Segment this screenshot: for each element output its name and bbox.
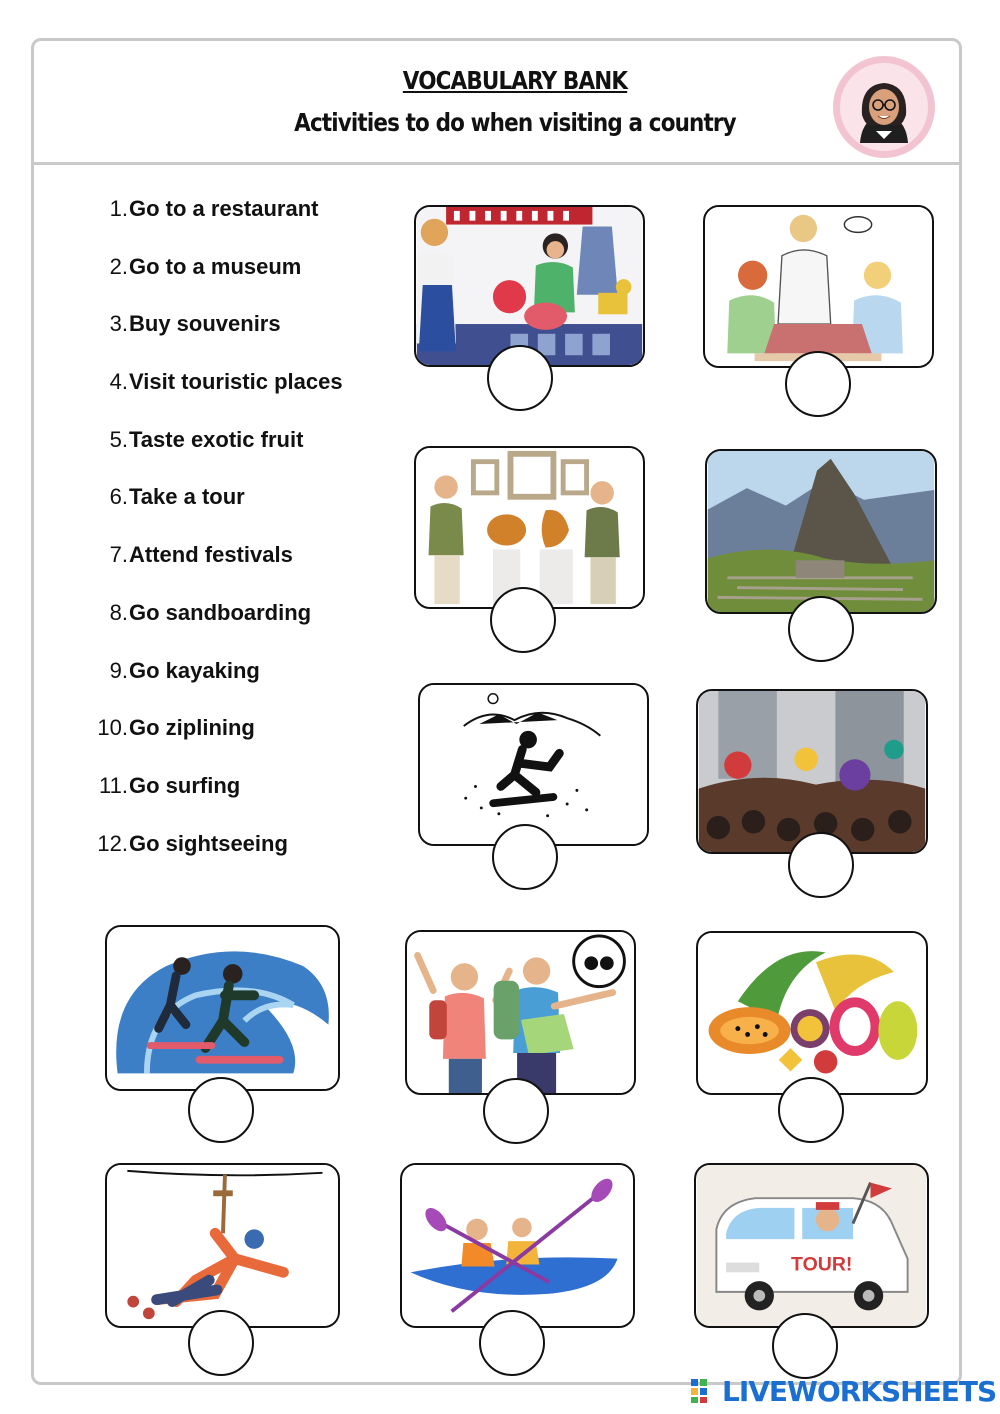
item-number: 10. <box>97 715 128 741</box>
answer-circle[interactable] <box>490 587 556 653</box>
item-label: Taste exotic fruit <box>129 426 304 452</box>
answer-circle[interactable] <box>788 832 854 898</box>
item-label: Take a tour <box>129 484 245 510</box>
festival-picture-card <box>696 689 928 854</box>
item-number: 8. <box>109 599 128 625</box>
vocabulary-list <box>80 196 400 888</box>
liveworksheets-logo-icon <box>690 1378 716 1404</box>
restaurant-picture-icon <box>705 207 932 366</box>
sightseeing-picture-card <box>405 930 636 1095</box>
surfing-picture-icon <box>107 927 338 1089</box>
list-item <box>80 600 400 658</box>
sandboarding-picture-icon <box>420 685 647 844</box>
exotic-fruit-picture-icon <box>698 933 926 1093</box>
tour-picture-card <box>694 1163 929 1328</box>
list-item <box>80 427 400 485</box>
festival-picture-icon <box>698 691 926 852</box>
brand-text: LIVEWORKSHEETS <box>722 1374 997 1408</box>
item-label: Go to a restaurant <box>129 196 319 221</box>
item-number: 5. <box>109 426 128 452</box>
teacher-avatar-icon <box>832 55 936 159</box>
answer-circle[interactable] <box>188 1310 254 1376</box>
sightseeing-picture-icon <box>407 932 634 1093</box>
answer-circle[interactable] <box>483 1078 549 1144</box>
item-number: 1. <box>109 196 128 221</box>
answer-circle[interactable] <box>492 824 558 890</box>
item-label: Go sandboarding <box>129 599 312 625</box>
touristic-place-picture-card <box>705 449 937 614</box>
museum-picture-icon <box>416 448 643 607</box>
item-number: 3. <box>109 311 128 337</box>
kayaking-picture-card <box>400 1163 635 1328</box>
restaurant-picture-card <box>703 205 934 368</box>
answer-circle[interactable] <box>772 1313 838 1379</box>
ziplining-picture-icon <box>107 1165 338 1326</box>
answer-circle[interactable] <box>788 596 854 662</box>
item-label: Buy souvenirs <box>129 311 281 337</box>
item-number: 6. <box>109 484 128 510</box>
souvenirs-picture-card <box>414 205 645 367</box>
answer-circle[interactable] <box>785 351 851 417</box>
list-item <box>80 311 400 369</box>
answer-circle[interactable] <box>487 345 553 411</box>
kayaking-picture-icon <box>402 1165 633 1326</box>
list-item <box>80 369 400 427</box>
item-number: 2. <box>109 253 128 279</box>
sandboarding-picture-card <box>418 683 649 846</box>
list-item <box>80 542 400 600</box>
item-number: 11. <box>99 772 128 798</box>
surfing-picture-card <box>105 925 340 1091</box>
list-item <box>80 484 400 542</box>
list-item <box>80 254 400 312</box>
answer-circle[interactable] <box>778 1077 844 1143</box>
museum-picture-card <box>414 446 645 609</box>
item-number: 4. <box>109 369 128 395</box>
touristic-place-picture-icon <box>707 451 935 612</box>
souvenirs-picture-icon <box>416 207 643 365</box>
item-label: Go sightseeing <box>129 830 288 856</box>
item-number: 12. <box>97 830 128 856</box>
tour-van-text: TOUR! <box>791 1253 853 1276</box>
page-subtitle: Activities to do when visiting a country <box>294 108 736 137</box>
item-label: Attend festivals <box>129 542 293 568</box>
item-number: 9. <box>109 657 128 683</box>
answer-circle[interactable] <box>188 1077 254 1143</box>
exotic-fruit-picture-card <box>696 931 928 1095</box>
list-item <box>80 715 400 773</box>
list-item <box>80 831 400 889</box>
item-label: Go ziplining <box>129 715 255 741</box>
tour-picture-icon <box>696 1165 927 1326</box>
list-item <box>80 658 400 716</box>
page-title: VOCABULARY BANK <box>402 66 628 95</box>
list-item <box>80 773 400 831</box>
item-number: 7. <box>109 542 128 568</box>
item-label: Go to a museum <box>129 253 302 279</box>
answer-circle[interactable] <box>479 1310 545 1376</box>
item-label: Go kayaking <box>129 657 260 683</box>
item-label: Visit touristic places <box>129 369 343 395</box>
list-item <box>80 196 400 254</box>
item-label: Go surfing <box>129 772 241 798</box>
teacher-logo <box>832 55 936 159</box>
ziplining-picture-card <box>105 1163 340 1328</box>
header-divider <box>31 162 962 165</box>
liveworksheets-brand <box>690 1374 996 1408</box>
